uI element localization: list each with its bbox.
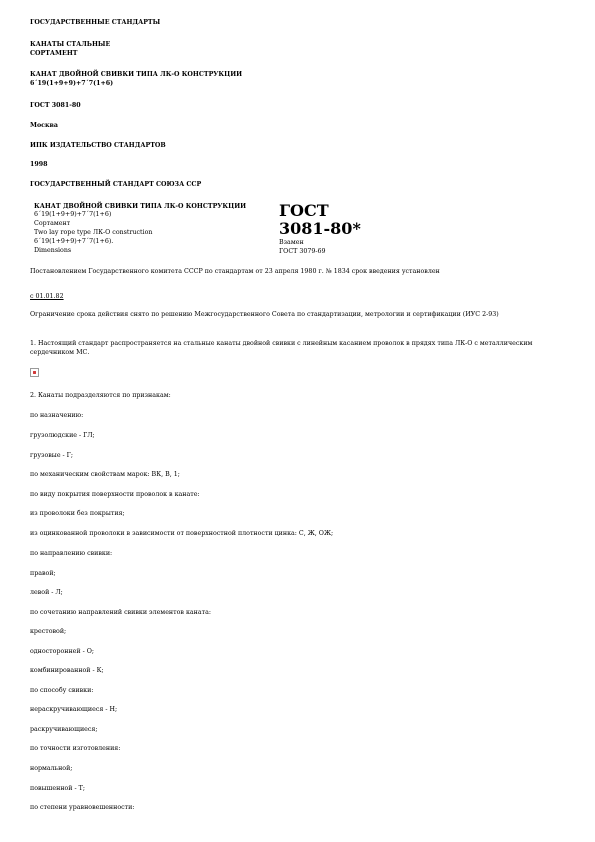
city: Москва <box>30 122 59 129</box>
tb-left-line-4: Two lay rope type ЛК-О construction <box>34 229 153 236</box>
list-item: раскручивающиеся; <box>30 726 98 733</box>
list-item: по способу свивки: <box>30 687 94 694</box>
tb-left-line-1: КАНАТ ДВОЙНОЙ СВИВКИ ТИПА ЛК-О КОНСТРУКЦИИ <box>34 203 247 210</box>
list-item: грузовые - Г; <box>30 452 73 459</box>
title-line-1: КАНАТЫ СТАЛЬНЫЕ <box>30 41 111 48</box>
list-item: комбинированной - К; <box>30 667 104 674</box>
list-item: по степени уравновешенности: <box>30 804 135 811</box>
gost-code: ГОСТ 3081-80 <box>30 102 81 109</box>
list-item: по назначению: <box>30 412 84 419</box>
list-item: по механическим свойствам марок: ВК, В, 1; <box>30 471 180 478</box>
gost-label: ГОСТ <box>279 201 329 220</box>
year: 1998 <box>30 161 48 168</box>
title-line-2: СОРТАМЕНТ <box>30 50 78 57</box>
list-item: по сочетанию направлений свивки элементов каната: <box>30 609 211 616</box>
list-item: из оцинкованной проволоки в зависимости от поверхностной плотности цинка: С, Ж, ОЖ; <box>30 530 334 537</box>
tb-left-line-3: Сортамент <box>34 220 71 227</box>
tb-left-line-2: 6´19(1+9+9)+7´7(1+6) <box>34 211 112 218</box>
list-item: односторонней - О; <box>30 648 95 655</box>
replace-label: Взамен <box>279 239 304 246</box>
gost-number: 3081-80* <box>279 219 361 238</box>
list-item: по направлению свивки: <box>30 550 113 557</box>
list-item: левой - Л; <box>30 589 63 596</box>
publisher: ИПК ИЗДАТЕЛЬСТВО СТАНДАРТОВ <box>30 142 166 149</box>
effective-date: с 01.01.82 <box>30 293 64 300</box>
list-item: правой; <box>30 570 56 577</box>
org-heading: ГОСУДАРСТВЕННЫЕ СТАНДАРТЫ <box>30 19 161 26</box>
broken-image-icon <box>30 368 39 377</box>
tb-left-line-5: 6´19(1+9+9)+7´7(1+6). <box>34 238 114 245</box>
title-formula: 6´19(1+9+9)+7´7(1+6) <box>30 80 114 87</box>
paragraph-1: 1. Настоящий стандарт распространяется на стальные канаты двойной свивки с линейным касанием проволок в прядях типа ЛК-О с металлическим сердечником МС. <box>30 340 533 356</box>
list-item: из проволоки без покрытия; <box>30 510 125 517</box>
list-item: нераскручивающиеся - Н; <box>30 706 118 713</box>
decree-text: Постановлением Государственного комитета СССР по стандартам от 23 апреля 1980 г. № 1834 срок введения установлен <box>30 268 440 275</box>
paragraph-2: 2. Канаты подразделяются по признакам: <box>30 392 171 399</box>
union-heading: ГОСУДАРСТВЕННЫЙ СТАНДАРТ СОЮЗА ССР <box>30 181 202 188</box>
list-item: по точности изготовления: <box>30 745 121 752</box>
list-item: повышенной - Т; <box>30 785 85 792</box>
list-item: нормальной; <box>30 765 73 772</box>
list-item: грузолюдские - ГЛ; <box>30 432 95 439</box>
title-line-3: КАНАТ ДВОЙНОЙ СВИВКИ ТИПА ЛК-О КОНСТРУКЦИИ <box>30 71 243 78</box>
list-item: крестовой; <box>30 628 67 635</box>
tb-left-line-6: Dimensions <box>34 247 72 254</box>
list-item: по виду покрытия поверхности проволок в канате: <box>30 491 200 498</box>
limit-text: Ограничение срока действия снято по решению Межгосударственного Совета по стандартизации, метрологии и сертификации (ИУС 2-93) <box>30 311 499 318</box>
replace-value: ГОСТ 3079-69 <box>279 248 326 255</box>
